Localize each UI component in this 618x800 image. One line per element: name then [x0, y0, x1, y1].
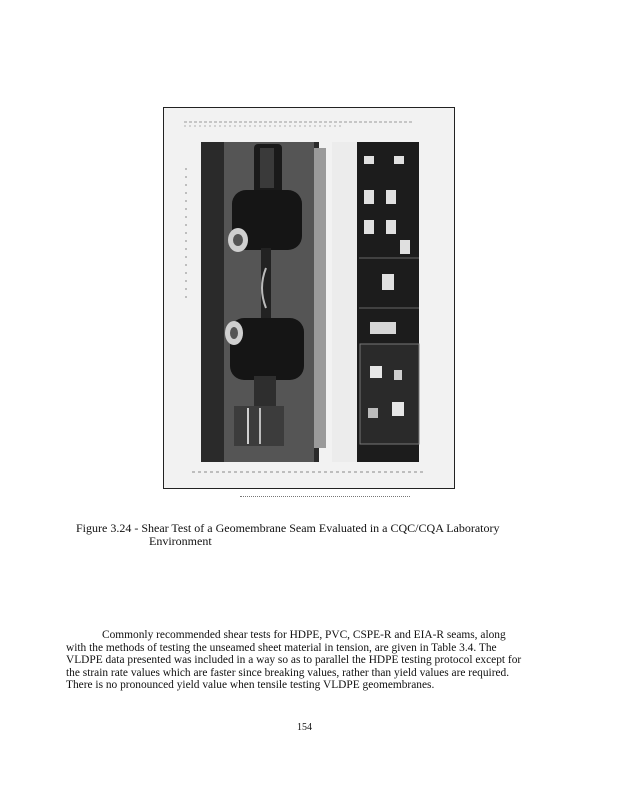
- figure-label: Figure 3.24 -: [76, 521, 139, 535]
- body-line: Commonly recommended shear tests for HDPE, PVC, CSPE-R and EIA-R seams, along: [102, 629, 506, 641]
- figure-title-line1: Shear Test of a Geomembrane Seam Evaluated in a CQC/CQA Laboratory: [141, 521, 500, 535]
- body-line: There is no pronounced yield value when tensile testing VLDPE geomembranes.: [66, 679, 435, 692]
- figure-caption: [76, 522, 548, 548]
- body-line: VLDPE data presented was included in a way so as to parallel the HDPE testing protocol except for: [66, 654, 522, 667]
- scan-artifact-line: [240, 496, 410, 501]
- body-line: with the methods of testing the unseamed sheet material in tension, are given in Table 3.4. The: [66, 641, 497, 654]
- page-number: 154: [297, 722, 312, 733]
- figure-frame: [163, 107, 455, 489]
- body-paragraph: [66, 629, 544, 692]
- body-line: the strain rate values which are faster since breaking values, rather than yield values are required.: [66, 666, 510, 679]
- figure-title-line2: Environment: [149, 534, 212, 548]
- figure-photo: [164, 108, 454, 488]
